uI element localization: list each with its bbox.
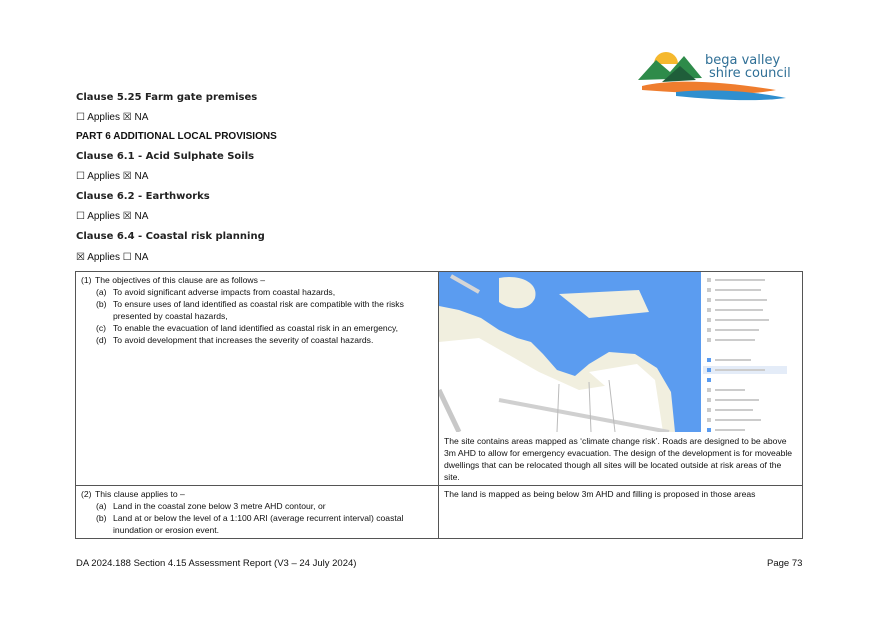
objectives-comment: The site contains areas mapped as ‘climate change risk’. Roads are designed to be above 3m AHD to allow for emergency evacuation. The design of the development is for moveable dwellings that can be relocated though all sites will be located outside at risk areas of the site.: [444, 436, 793, 482]
part6-title: PART 6 ADDITIONAL LOCAL PROVISIONS: [76, 131, 277, 142]
list-item: (b) Land at or below the level of a 1:100 ARI (average recurrent interval) coastal inundation or erosion event.: [96, 513, 404, 535]
applies-to-list: [81, 500, 433, 536]
clause-6-2-title: Clause 6.2 - Earthworks: [76, 191, 210, 202]
applies-to-comment-cell: [439, 486, 803, 539]
clause-6-1-title: Clause 6.1 - Acid Sulphate Soils: [76, 151, 255, 162]
map-legend-panel: [701, 272, 789, 432]
logo-line1: bega valley: [705, 53, 781, 68]
objectives-list: [81, 286, 433, 346]
coastal-risk-map: [439, 272, 789, 432]
list-item: (c) To enable the evacuation of land identified as coastal risk in an emergency,: [96, 323, 399, 333]
clause-6-4-applies: ☒ Applies ☐ NA: [76, 252, 149, 263]
list-item: (b) To ensure uses of land identified as coastal risk are compatible with the risks presented by coastal hazards,: [96, 299, 404, 321]
objectives-intro: (1) The objectives of this clause are as follows –: [81, 275, 266, 285]
clause-6-2-applies: ☐ Applies ☒ NA: [76, 211, 149, 222]
clause-6-4-title: Clause 6.4 - Coastal risk planning: [76, 231, 265, 242]
logo-line2: shire council: [709, 66, 791, 81]
clause-5-25-applies: ☐ Applies ☒ NA: [76, 112, 149, 123]
applies-to-cell: [76, 486, 439, 539]
list-item: (a) To avoid significant adverse impacts from coastal hazards,: [96, 287, 336, 297]
logo-wave2-icon: [676, 90, 786, 100]
logo-text: [705, 54, 791, 80]
objectives-cell: [76, 272, 439, 486]
applies-to-intro: (2) This clause applies to –: [81, 489, 185, 499]
table-row: [76, 272, 803, 486]
list-item: (d) To avoid development that increases the severity of coastal hazards.: [96, 335, 374, 345]
table-row: [76, 486, 803, 539]
footer-page-number: Page 73: [767, 558, 803, 569]
applies-to-comment: The land is mapped as being below 3m AHD and filling is proposed in those areas: [444, 489, 756, 499]
objectives-comment-cell: [439, 272, 803, 486]
footer-report-title: DA 2024.188 Section 4.15 Assessment Report (V3 – 24 July 2024): [76, 558, 357, 569]
clause-5-25-title: Clause 5.25 Farm gate premises: [76, 92, 258, 103]
clause-6-1-applies: ☐ Applies ☒ NA: [76, 171, 149, 182]
coastal-risk-table: [75, 271, 803, 539]
list-item: (a) Land in the coastal zone below 3 metre AHD contour, or: [96, 501, 326, 511]
